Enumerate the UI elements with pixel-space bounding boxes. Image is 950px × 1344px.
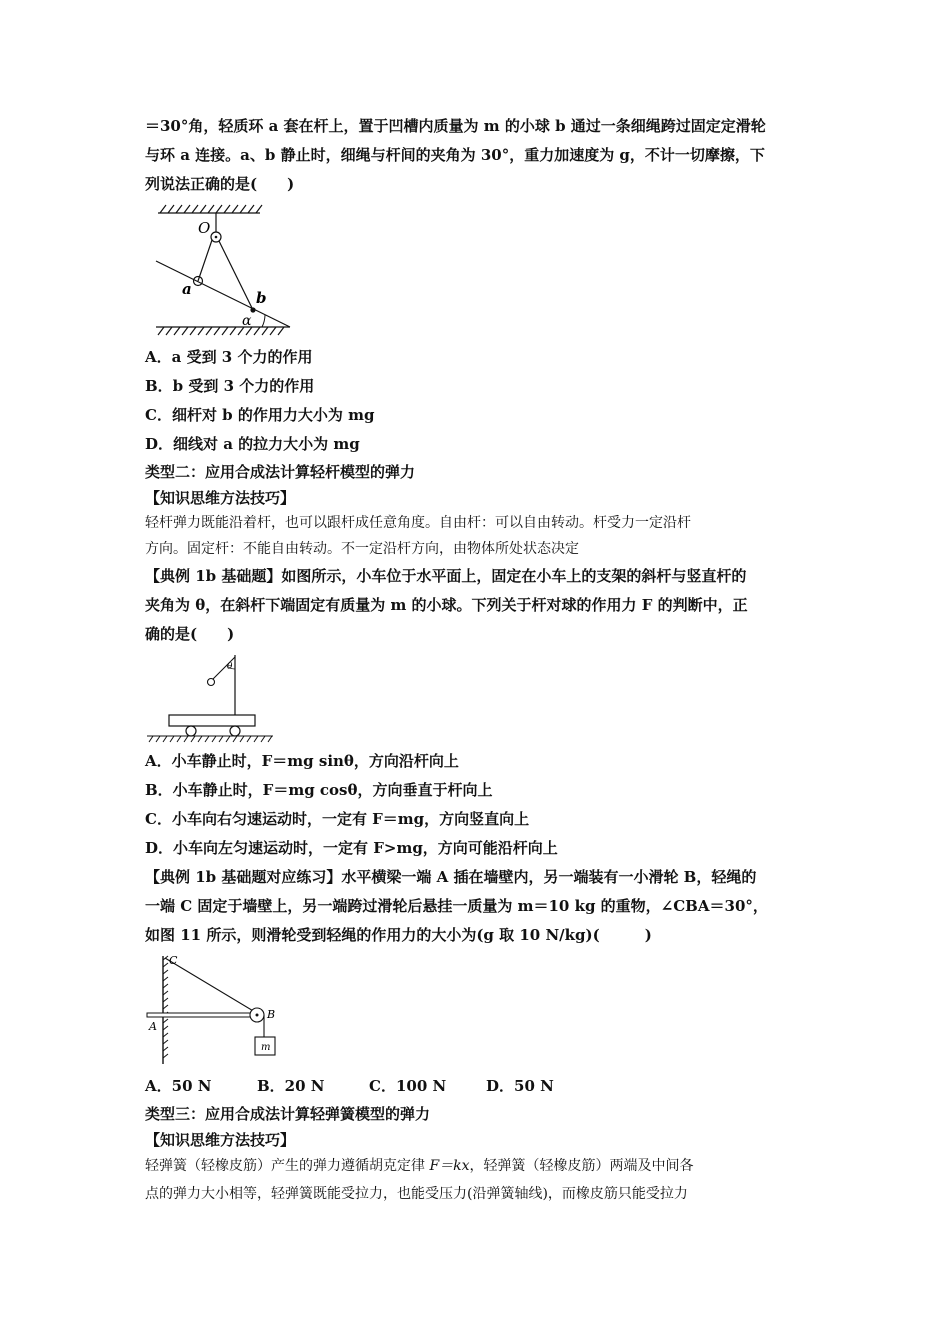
- q1-option-c: C．细杆对 b 的作用力大小为 mg: [145, 406, 375, 424]
- string-Ob: [219, 241, 253, 310]
- q3-option-c: C．100 N: [369, 1077, 447, 1095]
- ground-hatch: [147, 736, 273, 742]
- rope-CB: [165, 958, 255, 1012]
- q3-stem: [145, 863, 810, 950]
- section2-tip-line: 方向。固定杆：不能自由转动。不一定沿杆方向，由物体所处状态决定: [145, 541, 579, 557]
- label-b: b: [256, 289, 267, 307]
- cart-body: [169, 715, 255, 726]
- tip-text-after: ，轻弹簧（轻橡皮筋）两端及中间各: [469, 1158, 694, 1174]
- q3-stem-line: 如图 11 所示，则滑轮受到轻绳的作用力的大小为(g 取 10 N/kg)( ): [145, 926, 652, 944]
- ball-b: [250, 307, 255, 312]
- label-O: O: [198, 219, 211, 237]
- label-C: C: [169, 954, 178, 967]
- inclined-rod: [156, 261, 290, 327]
- tip-text-before: 轻弹簧（轻橡皮筋）产生的弹力遵循胡克定律: [145, 1158, 430, 1174]
- hooke-formula: F＝kx: [429, 1158, 470, 1174]
- wheel-right: [230, 726, 240, 736]
- section3-tip-heading: 【知识思维方法技巧】: [145, 1131, 296, 1149]
- label-B: B: [267, 1008, 276, 1021]
- section3-heading: 类型三：应用合成法计算轻弹簧模型的弹力: [145, 1105, 431, 1123]
- q2-option-d: D．小车向左匀速运动时，一定有 F>mg，方向可能沿杆向上: [145, 839, 558, 857]
- angle-arc: [262, 315, 265, 327]
- q1-option-b: B．b 受到 3 个力的作用: [145, 377, 315, 395]
- q1-figure: [150, 199, 300, 343]
- floor-hatch: [156, 327, 290, 335]
- q2-stem: [145, 562, 810, 649]
- q3-option-d: D．50 N: [486, 1077, 554, 1095]
- q2-figure: [145, 649, 280, 747]
- ball: [208, 679, 215, 686]
- document-page: [145, 112, 810, 1208]
- section3-tip-line: 点的弹力大小相等，轻弹簧既能受拉力，也能受压力(沿弹簧轴线)，而橡皮筋只能受拉力: [145, 1186, 688, 1202]
- section2-tip-line: 轻杆弹力既能沿着杆，也可以跟杆成任意角度。自由杆：可以自由转动。杆受力一定沿杆: [145, 515, 691, 531]
- q1-options: [145, 343, 810, 459]
- q1-stem-line: ＝30°角，轻质环 a 套在杆上，置于凹槽内质量为 m 的小球 b 通过一条细绳跨过固定定滑轮: [145, 117, 766, 135]
- label-a: a: [182, 280, 192, 298]
- q2-option-a: A．小车静止时，F＝mg sinθ，方向沿杆向上: [145, 752, 459, 770]
- q2-options: [145, 747, 810, 863]
- q2-stem-line: 夹角为 θ，在斜杆下端固定有质量为 m 的小球。下列关于杆对球的作用力 F 的判断中，正: [145, 596, 748, 614]
- q3-figure: [145, 952, 285, 1068]
- section3-tip-line: [145, 1152, 810, 1180]
- q3-option-a: A．50 N: [145, 1077, 212, 1095]
- q3-stem-line: 一端 C 固定于墙壁上，另一端跨过滑轮后悬挂一质量为 m＝10 kg 的重物，∠CBA＝30°，: [145, 897, 768, 915]
- q3-option-b: B．20 N: [257, 1077, 325, 1095]
- q3-options: [145, 1072, 810, 1101]
- q1-option-a: A．a 受到 3 个力的作用: [145, 348, 313, 366]
- q1-option-d: D．细线对 a 的拉力大小为 mg: [145, 435, 360, 453]
- q1-stem-line: 与环 a 连接。a、b 静止时，细绳与杆间的夹角为 30°，重力加速度为 g，不计一切摩擦，下: [145, 146, 765, 164]
- q2-option-b: B．小车静止时，F＝mg cosθ，方向垂直于杆向上: [145, 781, 493, 799]
- q3-stem-line: 【典例 1b 基础题对应练习】水平横梁一端 A 插在墙壁内，另一端装有一小滑轮 B，轻绳的: [145, 868, 757, 886]
- label-alpha: α: [242, 313, 252, 329]
- q1-stem: [145, 112, 810, 199]
- q2-stem-line: 【典例 1b 基础题】如图所示，小车位于水平面上，固定在小车上的支架的斜杆与竖直杆的: [145, 567, 747, 585]
- section2-heading: 类型二：应用合成法计算轻杆模型的弹力: [145, 463, 416, 481]
- wheel-left: [186, 726, 196, 736]
- beam: [147, 1013, 255, 1017]
- q2-stem-line: 确的是( ): [145, 625, 235, 643]
- q2-option-c: C．小车向右匀速运动时，一定有 F＝mg，方向竖直向上: [145, 810, 530, 828]
- label-m: m: [261, 1042, 271, 1053]
- label-theta: θ: [227, 662, 233, 672]
- wall-hatch: [163, 956, 168, 1058]
- q1-stem-line: 列说法正确的是( ): [145, 175, 295, 193]
- label-A: A: [149, 1020, 157, 1033]
- section2-tip-heading: 【知识思维方法技巧】: [145, 489, 296, 507]
- string-Oa: [198, 240, 212, 281]
- ceiling-hatch: [158, 205, 262, 213]
